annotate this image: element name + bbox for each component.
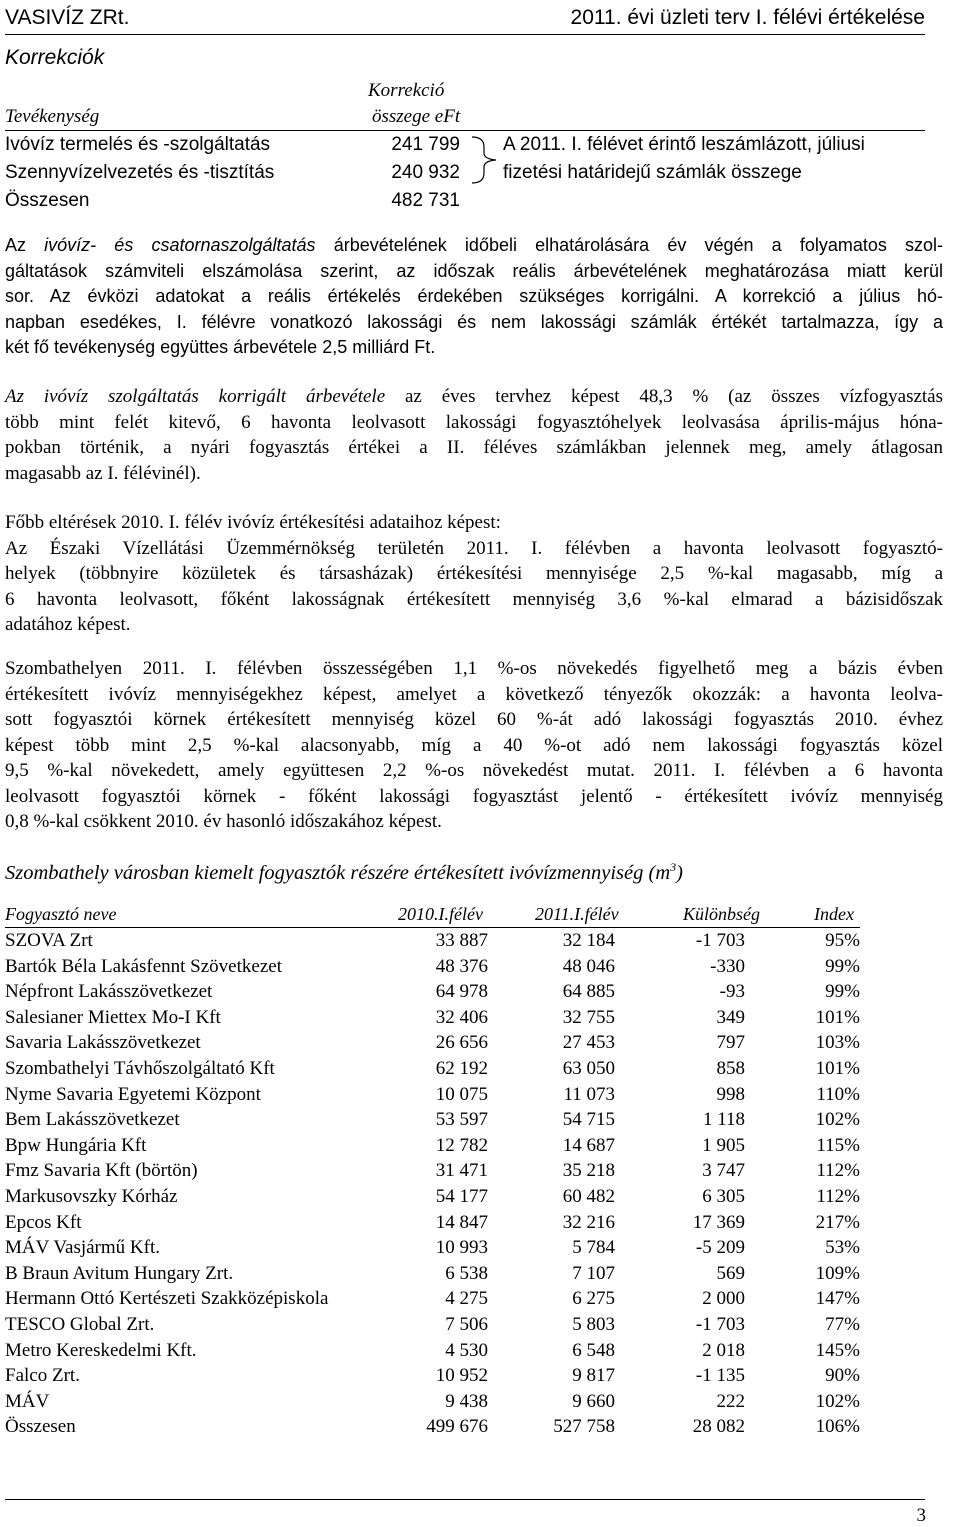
text-line bbox=[5, 233, 943, 259]
consumer-name-cell: Metro Kereskedelmi Kft. bbox=[5, 1339, 197, 1361]
value-2010-cell: 10 993 bbox=[435, 1237, 488, 1259]
value-2011-cell: 48 046 bbox=[562, 955, 615, 977]
value-2011-cell: 32 755 bbox=[562, 1006, 615, 1028]
table-row bbox=[5, 1186, 860, 1211]
corrections-total-value: 482 731 bbox=[391, 190, 460, 211]
value-2011-cell: 6 275 bbox=[572, 1288, 615, 1310]
consumer-name-cell: Összesen bbox=[5, 1416, 76, 1438]
text-line: 6 havonta leolvasott, főként lakosságnak értékesített mennyiség 3,6 %-kal elmarad a bázisidőszak bbox=[5, 588, 943, 610]
table-row bbox=[5, 930, 860, 955]
difference-cell: 2 000 bbox=[702, 1288, 745, 1310]
difference-cell: 222 bbox=[716, 1390, 745, 1412]
consumer-name-cell: B Braun Avitum Hungary Zrt. bbox=[5, 1262, 234, 1284]
page-number: 3 bbox=[916, 1505, 926, 1526]
consumer-name-cell: MÁV bbox=[5, 1390, 50, 1412]
difference-cell: 2 018 bbox=[702, 1339, 745, 1361]
consumer-name-cell: Bpw Hungária Kft bbox=[5, 1134, 147, 1156]
text-line: Az Északi Vízellátási Üzemmérnökség területén 2011. I. félévben a havonta leolvasott fogyasztó- bbox=[5, 537, 943, 559]
value-2011-cell: 32 184 bbox=[562, 930, 615, 951]
table-row bbox=[5, 1288, 860, 1313]
table-title bbox=[5, 860, 683, 885]
table-row bbox=[5, 1160, 860, 1185]
value-2010-cell: 7 506 bbox=[445, 1314, 488, 1335]
value-2011-cell: 63 050 bbox=[562, 1058, 615, 1079]
value-2011-cell: 6 548 bbox=[572, 1339, 615, 1361]
value-2011-cell: 9 817 bbox=[572, 1365, 615, 1387]
index-cell: 102% bbox=[815, 1390, 860, 1412]
difference-cell: -1 135 bbox=[695, 1365, 745, 1387]
table-header-index: Index bbox=[814, 904, 854, 924]
table-row bbox=[5, 1032, 860, 1057]
difference-cell: 1 118 bbox=[702, 1109, 745, 1131]
value-2011-cell: 9 660 bbox=[572, 1390, 615, 1412]
index-cell: 112% bbox=[816, 1160, 860, 1182]
table-total-row bbox=[5, 1416, 860, 1441]
difference-cell: 998 bbox=[716, 1083, 745, 1105]
paragraph-drinking-water-revenue bbox=[5, 384, 943, 486]
difference-cell: -5 209 bbox=[695, 1237, 745, 1259]
text-line: helyek (többnyire közületek és társasházak) értékesítési mennyisége 2,5 %-kal magasabb, míg a bbox=[5, 563, 943, 584]
table-row bbox=[5, 1237, 860, 1262]
table-row bbox=[5, 1365, 860, 1390]
text-line: adatához képest. bbox=[5, 614, 131, 635]
consumer-name-cell: Népfront Lakásszövetkezet bbox=[5, 981, 213, 1003]
index-cell: 99% bbox=[825, 981, 860, 1003]
consumer-name-cell: Epcos Kft bbox=[5, 1211, 82, 1233]
value-2010-cell: 9 438 bbox=[445, 1390, 488, 1412]
value-2011-cell: 5 803 bbox=[572, 1314, 615, 1335]
difference-cell: 797 bbox=[716, 1032, 745, 1054]
table-title-end: ) bbox=[676, 861, 683, 884]
table-row bbox=[5, 1109, 860, 1134]
text-line: gáltatások számviteli elszámolása szerint, az időszak reális árbevételének meghatározása miatt kerül bbox=[5, 260, 943, 281]
text-run: az éves tervhez képest 48,3 % (az összes vízfogyasztás bbox=[385, 386, 944, 407]
value-2010-cell: 4 530 bbox=[445, 1339, 488, 1361]
table-row bbox=[5, 1340, 860, 1365]
text-line: sor. Az évközi adatokat a reális értékelés érdekében szükséges korrigálni. A korrekció a július hó- bbox=[5, 286, 943, 306]
paragraph-revenue-accrual bbox=[5, 233, 943, 361]
index-cell: 77% bbox=[825, 1314, 860, 1335]
corrections-row-label: Ivóvíz termelés és -szolgáltatás bbox=[5, 134, 271, 155]
value-2011-cell: 64 885 bbox=[562, 981, 615, 1003]
index-cell: 101% bbox=[815, 1058, 860, 1079]
value-2010-cell: 4 275 bbox=[445, 1288, 488, 1310]
text-line bbox=[5, 384, 943, 410]
difference-cell: 28 082 bbox=[692, 1416, 745, 1438]
value-2010-cell: 12 782 bbox=[435, 1134, 488, 1156]
paragraph-szombathely bbox=[5, 656, 943, 835]
value-2011-cell: 527 758 bbox=[553, 1416, 615, 1438]
index-cell: 53% bbox=[825, 1237, 860, 1259]
index-cell: 145% bbox=[815, 1339, 860, 1361]
text-run: Az bbox=[5, 235, 45, 255]
corrections-total-label: Összesen bbox=[5, 190, 90, 211]
table-row bbox=[5, 981, 860, 1006]
text-line: értékesített ivóvíz mennyiségekhez képest, amelyet a következő tényezők okozzák: a havonta leolva- bbox=[5, 683, 943, 705]
table-row bbox=[5, 1135, 860, 1160]
index-cell: 101% bbox=[815, 1006, 860, 1028]
footer-rule bbox=[5, 1499, 925, 1500]
text-line: pokban történik, a nyári fogyasztás értékei a II. féléves számlákban jelennek meg, amely átlagosan bbox=[5, 437, 943, 458]
index-cell: 95% bbox=[825, 930, 860, 951]
value-2010-cell: 10 075 bbox=[435, 1083, 488, 1105]
index-cell: 147% bbox=[815, 1288, 860, 1310]
consumer-name-cell: Nyme Savaria Egyetemi Központ bbox=[5, 1083, 261, 1105]
text-line: Szombathelyen 2011. I. félévben összességében 1,1 %-os növekedés figyelhető meg a bázis évben bbox=[5, 658, 943, 679]
brace-icon bbox=[470, 135, 500, 185]
value-2010-cell: 32 406 bbox=[435, 1006, 488, 1028]
value-2010-cell: 54 177 bbox=[435, 1186, 488, 1207]
difference-cell: 17 369 bbox=[692, 1211, 745, 1233]
value-2011-cell: 27 453 bbox=[562, 1032, 615, 1054]
table-header-rule bbox=[5, 927, 860, 928]
text-line: sott fogyasztói körnek értékesített mennyiség közel 60 %-át adó lakossági fogyasztás 2010. évhez bbox=[5, 709, 943, 730]
consumer-name-cell: Bem Lakásszövetkezet bbox=[5, 1109, 180, 1131]
difference-cell: -330 bbox=[710, 955, 745, 977]
consumer-name-cell: TESCO Global Zrt. bbox=[5, 1314, 155, 1335]
difference-cell: 1 905 bbox=[702, 1134, 745, 1156]
table-title-superscript: 3 bbox=[670, 860, 677, 874]
text-run-italic: Az ivóvíz szolgáltatás korrigált árbevétele bbox=[5, 386, 386, 407]
table-row bbox=[5, 1314, 860, 1339]
value-2011-cell: 35 218 bbox=[562, 1160, 615, 1182]
text-line: Főbb eltérések 2010. I. félév ivóvíz értékesítési adataihoz képest: bbox=[5, 512, 501, 533]
index-cell: 102% bbox=[815, 1109, 860, 1131]
index-cell: 103% bbox=[815, 1032, 860, 1054]
difference-cell: -1 703 bbox=[695, 1314, 745, 1335]
value-2010-cell: 62 192 bbox=[435, 1058, 488, 1079]
difference-cell: -93 bbox=[719, 981, 745, 1003]
consumer-name-cell: Bartók Béla Lakásfennt Szövetkezet bbox=[5, 955, 282, 977]
table-row bbox=[5, 956, 860, 981]
value-2011-cell: 5 784 bbox=[572, 1237, 615, 1259]
value-2011-cell: 11 073 bbox=[563, 1083, 615, 1105]
corrections-row-value: 241 799 bbox=[391, 134, 460, 155]
value-2010-cell: 31 471 bbox=[435, 1160, 488, 1182]
difference-cell: 569 bbox=[716, 1262, 745, 1284]
consumer-name-cell: Markusovszky Kórház bbox=[5, 1186, 178, 1207]
value-2010-cell: 6 538 bbox=[445, 1262, 488, 1284]
index-cell: 90% bbox=[825, 1365, 860, 1387]
company-name: VASIVÍZ ZRt. bbox=[5, 6, 130, 29]
page-header bbox=[5, 4, 925, 35]
consumer-name-cell: Salesianer Miettex Mo-I Kft bbox=[5, 1006, 221, 1028]
consumer-name-cell: Savaria Lakásszövetkezet bbox=[5, 1032, 201, 1054]
value-2010-cell: 499 676 bbox=[426, 1416, 488, 1438]
consumer-name-cell: SZOVA Zrt bbox=[5, 930, 93, 951]
difference-cell: 858 bbox=[716, 1058, 745, 1079]
value-2011-cell: 7 107 bbox=[572, 1262, 615, 1284]
paragraph-main-deviations bbox=[5, 510, 943, 638]
table-header-2011: 2011.I.félév bbox=[535, 904, 619, 924]
table-header-2010: 2010.I.félév bbox=[398, 904, 483, 924]
value-2010-cell: 33 887 bbox=[435, 930, 488, 951]
table-row bbox=[5, 1058, 860, 1083]
table-header-difference: Különbség bbox=[683, 904, 761, 924]
corrections-col-head-activity: Tevékenység bbox=[5, 106, 100, 127]
text-line: képest több mint 2,5 %-kal alacsonyabb, míg a 40 %-ot adó nem lakossági fogyasztás közel bbox=[5, 734, 943, 756]
table-row bbox=[5, 1263, 860, 1288]
text-line: 0,8 %-kal csökkent 2010. év hasonló időszakához képest. bbox=[5, 811, 442, 832]
table-row bbox=[5, 1212, 860, 1237]
corrections-note-line: A 2011. I. félévet érintő leszámlázott, júliusi bbox=[503, 134, 865, 155]
table-row bbox=[5, 1007, 860, 1032]
consumer-name-cell: Falco Zrt. bbox=[5, 1365, 80, 1387]
table-row bbox=[5, 1084, 860, 1109]
index-cell: 110% bbox=[816, 1083, 860, 1105]
text-line: több mint felét kitevő, 6 havonta leolvasott lakossági fogyasztóhelyek leolvasása április-május hóna- bbox=[5, 411, 943, 433]
consumer-name-cell: Fmz Savaria Kft (börtön) bbox=[5, 1160, 198, 1182]
corrections-note-line: fizetési határidejű számlák összege bbox=[503, 162, 802, 183]
difference-cell: -1 703 bbox=[695, 930, 745, 951]
index-cell: 106% bbox=[815, 1416, 860, 1438]
corrections-row-value: 240 932 bbox=[391, 162, 460, 183]
consumer-name-cell: Szombathelyi Távhőszolgáltató Kft bbox=[5, 1058, 275, 1079]
corrections-header-rule bbox=[5, 130, 925, 131]
value-2010-cell: 14 847 bbox=[435, 1211, 488, 1233]
value-2011-cell: 60 482 bbox=[562, 1186, 615, 1207]
table-title-text: Szombathely városban kiemelt fogyasztók részére értékesített ivóvízmennyiség (m bbox=[5, 861, 671, 884]
value-2011-cell: 54 715 bbox=[562, 1109, 615, 1131]
corrections-row-label: Szennyvízelvezetés és -tisztítás bbox=[5, 162, 275, 183]
value-2010-cell: 26 656 bbox=[435, 1032, 488, 1054]
corrections-col-head-amount: összege eFt bbox=[372, 106, 461, 127]
table-header-name: Fogyasztó neve bbox=[5, 904, 117, 924]
value-2010-cell: 64 978 bbox=[435, 981, 488, 1003]
text-run: árbevételének időbeli elhatárolására év végén a folyamatos szol- bbox=[315, 235, 944, 255]
text-line: leolvasott fogyasztói körnek - főként lakossági fogyasztást jelentő - értékesített ivóvíz mennyiség bbox=[5, 785, 943, 807]
corrections-title: Korrekciók bbox=[5, 46, 105, 69]
text-line: két fő tevékenység együttes árbevétele 2,5 milliárd Ft. bbox=[5, 337, 436, 357]
value-2010-cell: 48 376 bbox=[435, 955, 488, 977]
value-2010-cell: 10 952 bbox=[435, 1365, 488, 1387]
text-line: 9,5 %-kal növekedett, amely együttesen 2,2 %-os növekedést mutat. 2011. I. félévben a 6 havonta bbox=[5, 760, 943, 781]
consumer-name-cell: MÁV Vasjármű Kft. bbox=[5, 1237, 160, 1259]
value-2011-cell: 14 687 bbox=[562, 1134, 615, 1156]
index-cell: 115% bbox=[816, 1134, 860, 1156]
value-2010-cell: 53 597 bbox=[435, 1109, 488, 1131]
table-row bbox=[5, 1391, 860, 1416]
corrections-col-head-korrekcio: Korrekció bbox=[368, 80, 445, 101]
difference-cell: 6 305 bbox=[702, 1186, 745, 1207]
difference-cell: 349 bbox=[716, 1006, 745, 1028]
index-cell: 109% bbox=[815, 1262, 860, 1284]
difference-cell: 3 747 bbox=[702, 1160, 745, 1182]
value-2011-cell: 32 216 bbox=[562, 1211, 615, 1233]
text-line: magasabb az I. félévinél). bbox=[5, 462, 201, 484]
document-title: 2011. évi üzleti terv I. félévi értékelése bbox=[570, 6, 925, 29]
index-cell: 217% bbox=[815, 1211, 860, 1233]
index-cell: 99% bbox=[825, 955, 860, 977]
consumer-name-cell: Hermann Ottó Kertészeti Szakközépiskola bbox=[5, 1288, 329, 1310]
text-run-italic: ivóvíz- és csatornaszolgáltatás bbox=[44, 235, 316, 255]
index-cell: 112% bbox=[816, 1186, 860, 1207]
text-line: napban esedékes, I. félévre vonatkozó lakossági és nem lakossági számlák értékét tartalmazza, így a bbox=[5, 311, 943, 332]
